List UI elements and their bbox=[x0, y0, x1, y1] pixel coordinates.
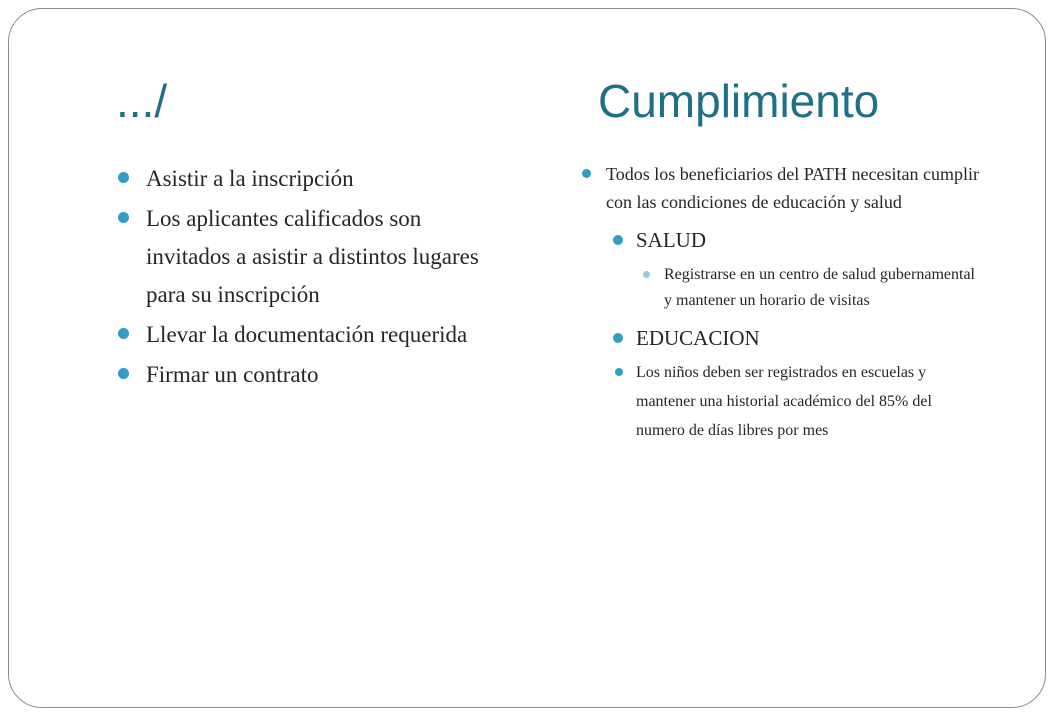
bullet-icon bbox=[118, 368, 129, 379]
list-item-text: Llevar la documentación requerida bbox=[146, 322, 468, 347]
list-item-text: Los aplicantes calificados son invitados a asistir a distintos lugares para su inscripción bbox=[146, 206, 479, 307]
list-item-contrato bbox=[116, 356, 496, 394]
bullet-icon bbox=[613, 333, 623, 343]
list-item-salud-detail bbox=[580, 262, 980, 314]
slide-title-left: .../ bbox=[116, 75, 168, 127]
bullet-icon bbox=[643, 271, 650, 278]
list-item-aplicantes bbox=[116, 200, 496, 314]
list-item-text: Asistir a la inscripción bbox=[146, 166, 354, 191]
list-item-text: Todos los beneficiarios del PATH necesitan cumplir con las condiciones de educación y salud bbox=[606, 164, 979, 212]
list-item-text: Firmar un contrato bbox=[146, 362, 319, 387]
left-content-column bbox=[116, 160, 496, 394]
list-item-text: Registrarse en un centro de salud gubernamental y mantener un horario de visitas bbox=[664, 266, 975, 309]
bullet-icon bbox=[582, 169, 591, 178]
section-heading-educacion: EDUCACION bbox=[636, 326, 760, 350]
list-item-beneficiarios bbox=[580, 160, 980, 216]
list-item-inscripcion bbox=[116, 160, 496, 198]
left-bullet-list bbox=[116, 160, 496, 394]
list-item-text: Los niños deben ser registrados en escuelas y mantener una historial académico del 85% del numero de días libres por mes bbox=[636, 364, 932, 439]
bullet-icon bbox=[613, 235, 623, 245]
right-content-column bbox=[580, 160, 980, 445]
bullet-icon bbox=[118, 328, 129, 339]
bullet-icon bbox=[118, 172, 129, 183]
right-bullet-list bbox=[580, 160, 980, 445]
list-item-documentacion bbox=[116, 316, 496, 354]
bullet-icon bbox=[118, 212, 129, 223]
slide-title-right: Cumplimiento bbox=[598, 75, 880, 127]
list-item-educacion-detail bbox=[580, 358, 980, 445]
list-item-educacion-heading bbox=[580, 322, 980, 354]
section-heading-salud: SALUD bbox=[636, 228, 707, 252]
bullet-icon bbox=[615, 368, 623, 376]
list-item-salud-heading bbox=[580, 224, 980, 256]
